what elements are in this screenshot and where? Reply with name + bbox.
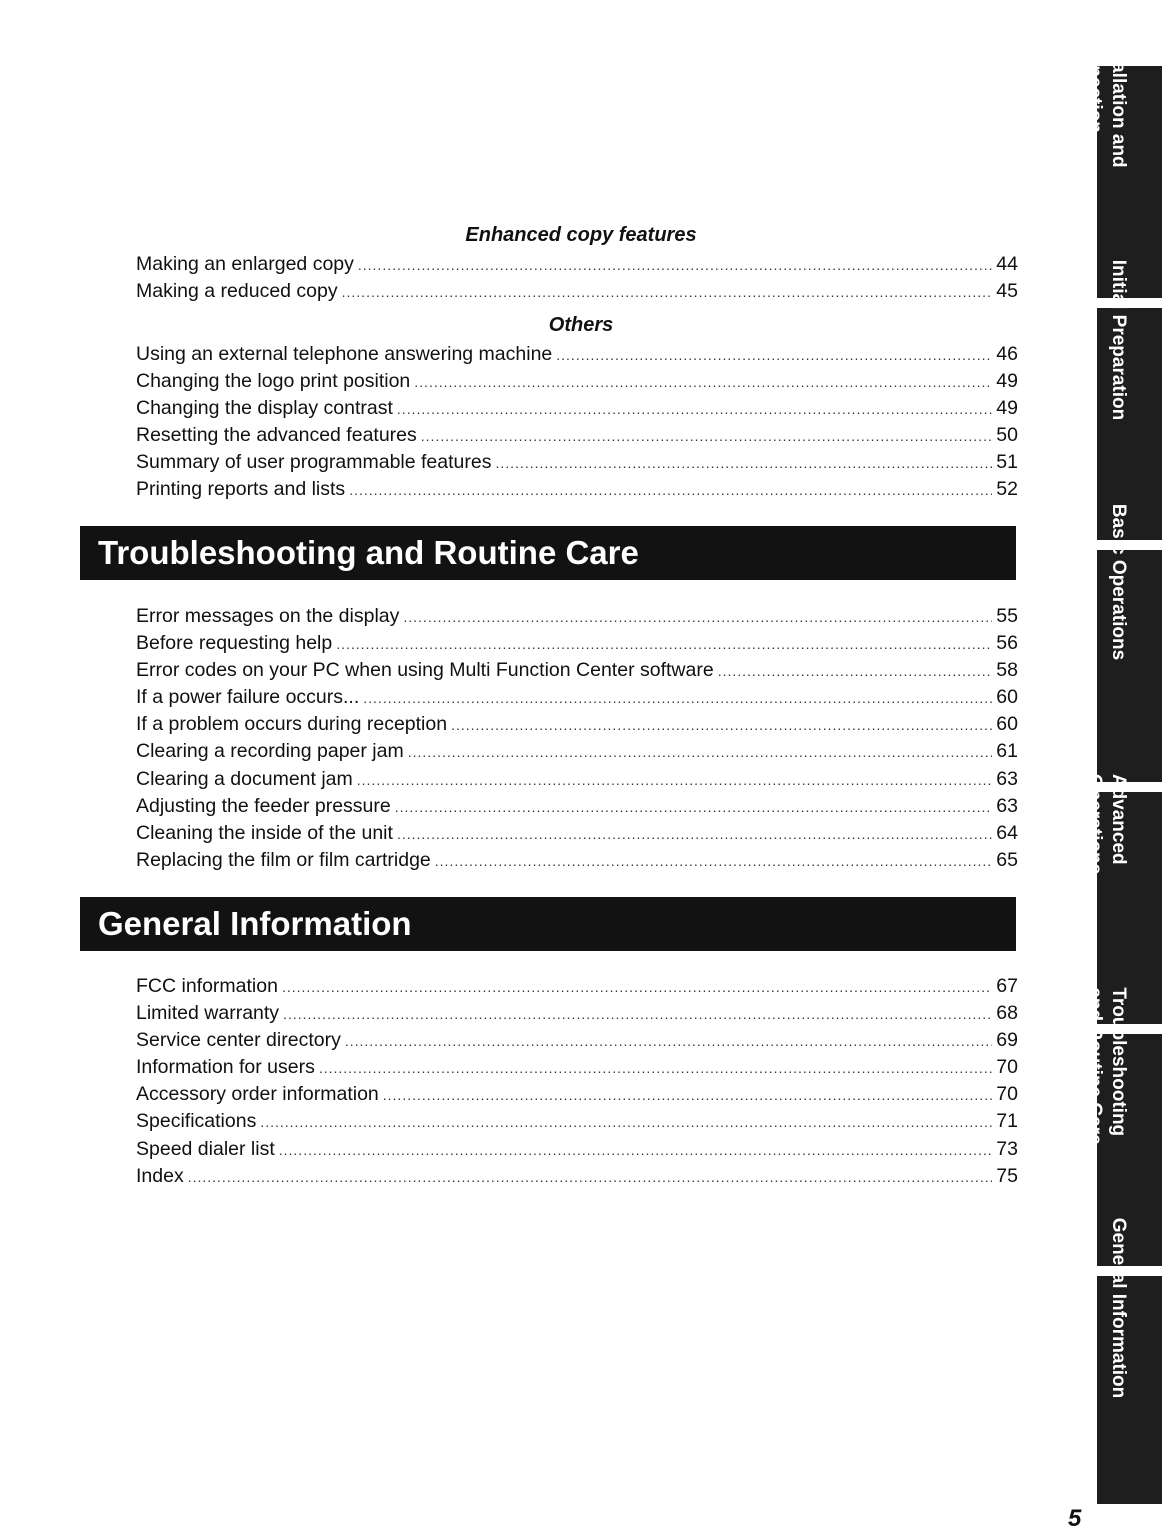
toc-entry[interactable] [136, 630, 1018, 657]
toc-leader-dots [363, 685, 992, 712]
toc-entry[interactable] [136, 395, 1018, 422]
toc-entry-page: 60 [996, 713, 1018, 736]
toc-entry[interactable] [136, 684, 1018, 711]
toc-entry-page: 51 [996, 451, 1018, 474]
troubleshooting-list [136, 603, 1018, 874]
toc-leader-dots [349, 477, 992, 504]
toc-entry-page: 46 [996, 343, 1018, 365]
tab-label-line: Basic Operations [1107, 503, 1129, 661]
toc-entry-title: Changing the display contrast [136, 397, 393, 420]
page-number: 5 [1068, 1505, 1082, 1532]
toc-entry-title: FCC information [136, 975, 278, 997]
toc-entry-title: Making an enlarged copy [136, 253, 354, 275]
toc-entry[interactable] [136, 251, 1018, 278]
toc-leader-dots [383, 1082, 993, 1109]
toc-leader-dots [336, 631, 992, 658]
toc-entry-page: 49 [996, 397, 1018, 420]
toc-entry-page: 49 [996, 370, 1018, 393]
toc-entry-page: 65 [996, 848, 1018, 871]
toc-entry-title: Summary of user programmable features [136, 451, 492, 474]
toc-entry-page: 63 [996, 767, 1018, 790]
toc-leader-dots [282, 974, 992, 1001]
toc-leader-dots [342, 279, 993, 306]
tab-label [1082, 28, 1130, 167]
toc-entry-page: 44 [996, 253, 1018, 275]
toc-entry[interactable] [136, 973, 1018, 1000]
toc-leader-dots [397, 396, 992, 423]
toc-leader-dots [718, 658, 993, 685]
toc-entry-title: Error messages on the display [136, 605, 400, 627]
tab-label-line: Installation and [1107, 28, 1129, 168]
toc-entry-title: Clearing a document jam [136, 767, 353, 790]
toc-leader-dots [397, 821, 992, 848]
toc-leader-dots [319, 1055, 992, 1082]
toc-entry-title: Making a reduced copy [136, 280, 338, 303]
tab-label-line: Connection [1083, 28, 1105, 133]
toc-entry-page: 70 [996, 1083, 1018, 1106]
tab-label-line: Troubleshooting [1107, 987, 1129, 1137]
toc-entry[interactable] [136, 341, 1018, 368]
toc-entry[interactable] [136, 657, 1018, 684]
troubleshooting-section-banner: Troubleshooting and Routine Care [80, 526, 1016, 580]
tab-label [1106, 260, 1130, 420]
toc-entry[interactable] [136, 793, 1018, 820]
toc-entry-title: Error codes on your PC when using Multi Function Center software [136, 659, 714, 682]
toc-entry-page: 58 [996, 659, 1018, 682]
toc-entry-title: Adjusting the feeder pressure [136, 794, 391, 817]
toc-entry-page: 75 [996, 1164, 1018, 1187]
tab-label-line: Advanced [1107, 773, 1129, 865]
toc-entry[interactable] [136, 1027, 1018, 1054]
toc-entry-title: Changing the logo print position [136, 370, 411, 393]
tab-label [1106, 1218, 1130, 1399]
toc-entry-title: Service center directory [136, 1029, 341, 1052]
tab-label [1106, 504, 1130, 660]
tab-basic-operations[interactable] [1097, 503, 1162, 782]
toc-entry[interactable] [136, 738, 1018, 765]
toc-entry[interactable] [136, 368, 1018, 395]
tab-general-information[interactable] [1097, 1217, 1162, 1504]
toc-entry-title: Cleaning the inside of the unit [136, 821, 393, 844]
toc-leader-dots [279, 1137, 993, 1164]
toc-entry[interactable] [136, 1136, 1018, 1163]
others-heading: Others [548, 314, 614, 336]
toc-leader-dots [414, 369, 992, 396]
toc-leader-dots [358, 252, 992, 279]
general-info-section-banner: General Information [80, 897, 1016, 951]
toc-entry[interactable] [136, 847, 1018, 874]
toc-entry-title: Replacing the film or film cartridge [136, 848, 431, 871]
toc-entry-title: Before requesting help [136, 632, 333, 655]
toc-entry-page: 60 [996, 686, 1018, 709]
enhanced-copy-heading: Enhanced copy features [465, 224, 697, 246]
toc-entry[interactable] [136, 1163, 1018, 1190]
tab-label-line: Initial Preparation [1107, 259, 1129, 421]
toc-entry-title: Clearing a recording paper jam [136, 740, 404, 763]
toc-leader-dots [556, 342, 992, 369]
toc-leader-dots [283, 1001, 992, 1028]
toc-entry-page: 56 [996, 632, 1018, 655]
toc-entry-title: If a problem occurs during reception [136, 713, 448, 736]
toc-entry[interactable] [136, 1054, 1018, 1081]
toc-entry-title: Printing reports and lists [136, 478, 346, 501]
toc-entry[interactable] [136, 766, 1018, 793]
toc-entry-title: Information for users [136, 1056, 315, 1079]
toc-leader-dots [260, 1109, 992, 1136]
toc-entry-page: 70 [996, 1056, 1018, 1079]
toc-entry[interactable] [136, 1000, 1018, 1027]
toc-entry-title: Speed dialer list [136, 1137, 275, 1160]
others-list [136, 341, 1018, 504]
tab-label [1082, 987, 1130, 1144]
toc-entry-title: Accessory order information [136, 1083, 379, 1106]
toc-leader-dots [495, 450, 992, 477]
toc-entry-page: 55 [996, 605, 1018, 627]
toc-entry-title: Resetting the advanced features [136, 424, 417, 447]
general-info-list [136, 973, 1018, 1190]
toc-entry-title: Limited warranty [136, 1002, 280, 1025]
toc-leader-dots [451, 712, 992, 739]
toc-leader-dots [188, 1164, 993, 1191]
toc-entry-title: Index [136, 1164, 184, 1187]
toc-entry[interactable] [136, 422, 1018, 449]
toc-leader-dots [345, 1028, 992, 1055]
toc-entry-page: 63 [996, 794, 1018, 817]
tab-label-line: and Routine Care [1083, 987, 1105, 1145]
enhanced-copy-list [136, 251, 1018, 305]
tab-label-line: Operations [1083, 773, 1105, 875]
tab-label [1082, 774, 1130, 874]
toc-entry[interactable] [136, 476, 1018, 503]
toc-entry[interactable] [136, 1108, 1018, 1135]
tab-label-line: General Information [1107, 1217, 1129, 1399]
toc-entry-page: 45 [996, 280, 1018, 303]
toc-leader-dots [357, 767, 993, 794]
toc-leader-dots [435, 848, 993, 875]
toc-entry[interactable] [136, 278, 1018, 305]
toc-leader-dots [403, 604, 992, 631]
toc-entry-page: 67 [996, 975, 1018, 997]
toc-entry-page: 50 [996, 424, 1018, 447]
toc-entry-page: 52 [996, 478, 1018, 501]
toc-entry[interactable] [136, 603, 1018, 630]
toc-entry-page: 61 [996, 740, 1018, 763]
toc-entry-title: If a power failure occurs... [136, 686, 360, 709]
toc-entry-title: Specifications [136, 1110, 257, 1133]
toc-leader-dots [421, 423, 993, 450]
toc-entry-page: 71 [996, 1110, 1018, 1133]
toc-entry[interactable] [136, 820, 1018, 847]
toc-entry[interactable] [136, 711, 1018, 738]
toc-entry[interactable] [136, 449, 1018, 476]
toc-entry-title: Using an external telephone answering machine [136, 343, 553, 365]
toc-leader-dots [408, 739, 993, 766]
toc-entry-page: 68 [996, 1002, 1018, 1025]
toc-entry-page: 64 [996, 821, 1018, 844]
toc-entry[interactable] [136, 1081, 1018, 1108]
toc-entry-page: 73 [996, 1137, 1018, 1160]
toc-entry-page: 69 [996, 1029, 1018, 1052]
toc-leader-dots [395, 794, 993, 821]
